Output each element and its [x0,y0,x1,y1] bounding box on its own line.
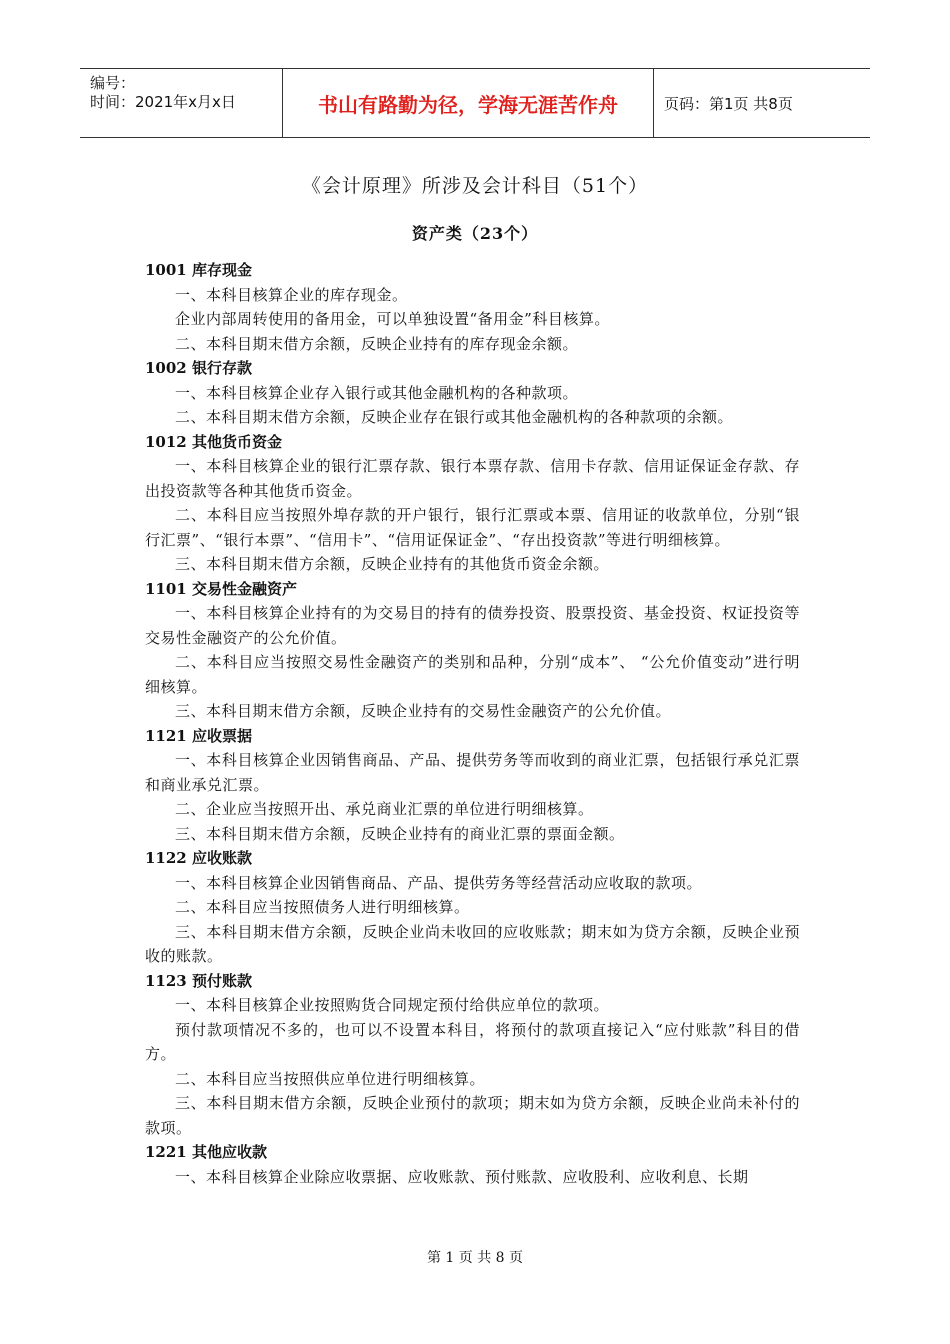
account-heading: 1002 银行存款 [145,359,252,377]
account-section [145,356,800,430]
account-heading: 1221 其他应收款 [145,1143,267,1161]
paragraph: 一、本科目核算企业除应收票据、应收账款、预付账款、应收股利、应收利息、长期 [175,1167,749,1186]
paragraph: 二、本科目应当按照供应单位进行明细核算。 [175,1069,486,1088]
paragraph: 一、本科目核算企业持有的为交易目的持有的债券投资、股票投资、基金投资、权证投资等交易性金融资产的公允价值。 [145,604,800,647]
paragraph: 二、本科目期末借方余额，反映企业持有的库存现金余额。 [175,334,579,353]
paragraph: 二、本科目应当按照交易性金融资产的类别和品种，分别“成本”、 “公允价值变动”进行明细核算。 [145,653,800,696]
paragraph: 一、本科目核算企业按照购货合同规定预付给供应单位的款项。 [175,996,610,1014]
account-section [145,430,800,577]
account-heading: 1121 应收票据 [145,726,252,745]
account-section [145,724,800,847]
account-heading: 1101 交易性金融资产 [145,579,297,598]
account-section [145,969,800,1141]
account-section [145,577,800,724]
paragraph: 二、本科目应当按照债务人进行明细核算。 [175,898,470,916]
paragraph: 三、本科目期末借方余额，反映企业预付的款项；期末如为贷方余额，反映企业尚未补付的款项。 [145,1094,800,1137]
header-divider [653,69,654,137]
paragraph: 一、本科目核算企业的银行汇票存款、银行本票存款、信用卡存款、信用证保证金存款、存出投资款等各种其他货币资金。 [145,457,800,500]
account-heading: 1123 预付账款 [145,971,252,990]
document-title: 《会计原理》所涉及会计科目（51个） [301,175,649,197]
account-section [145,1140,800,1189]
paragraph: 企业内部周转使用的备用金，可以单独设置“备用金”科目核算。 [175,310,610,328]
account-section [145,258,800,356]
paragraph: 一、本科目核算企业因销售商品、产品、提供劳务等而收到的商业汇票，包括银行承兑汇票和商业承兑汇票。 [145,751,800,794]
section-title: 资产类（23个） [411,224,539,243]
header-meta [80,69,282,137]
document-number-label: 编号： [90,74,136,92]
paragraph: 三、本科目期末借方余额，反映企业持有的其他货币资金余额。 [175,555,610,573]
paragraph: 一、本科目核算企业存入银行或其他金融机构的各种款项。 [175,383,579,402]
paragraph: 一、本科目核算企业的库存现金。 [175,285,408,304]
account-section [145,846,800,969]
header-page-info: 页码：第1页 共8页 [664,94,793,113]
page-header [80,68,870,138]
document-date-label: 时间：2021年x月x日 [90,93,236,111]
paragraph: 二、本科目期末借方余额，反映企业存在银行或其他金融机构的各种款项的余额。 [175,408,734,426]
paragraph: 一、本科目核算企业因销售商品、产品、提供劳务等经营活动应收取的款项。 [175,873,703,892]
page-footer: 第 1 页 共 8 页 [426,1250,524,1266]
document-body [145,258,800,1189]
paragraph: 二、本科目应当按照外埠存款的开户银行，银行汇票或本票、信用证的收款单位，分别“银行汇票”、“银行本票”、“信用卡”、“信用证保证金”、“存出投资款”等进行明细核算。 [145,506,800,549]
paragraph: 二、企业应当按照开出、承兑商业汇票的单位进行明细核算。 [175,800,594,818]
header-motto: 书山有路勤为径，学海无涯苦作舟 [318,92,618,117]
paragraph: 三、本科目期末借方余额，反映企业尚未收回的应收账款；期末如为贷方余额，反映企业预收的账款。 [145,922,800,965]
paragraph: 三、本科目期末借方余额，反映企业持有的商业汇票的票面金额。 [175,824,625,843]
account-heading: 1122 应收账款 [145,849,252,867]
account-heading: 1012 其他货币资金 [145,432,282,451]
paragraph: 预付款项情况不多的，也可以不设置本科目，将预付的款项直接记入“应付账款”科目的借方。 [145,1020,800,1063]
paragraph: 三、本科目期末借方余额，反映企业持有的交易性金融资产的公允价值。 [175,702,672,720]
account-heading: 1001 库存现金 [145,261,252,279]
